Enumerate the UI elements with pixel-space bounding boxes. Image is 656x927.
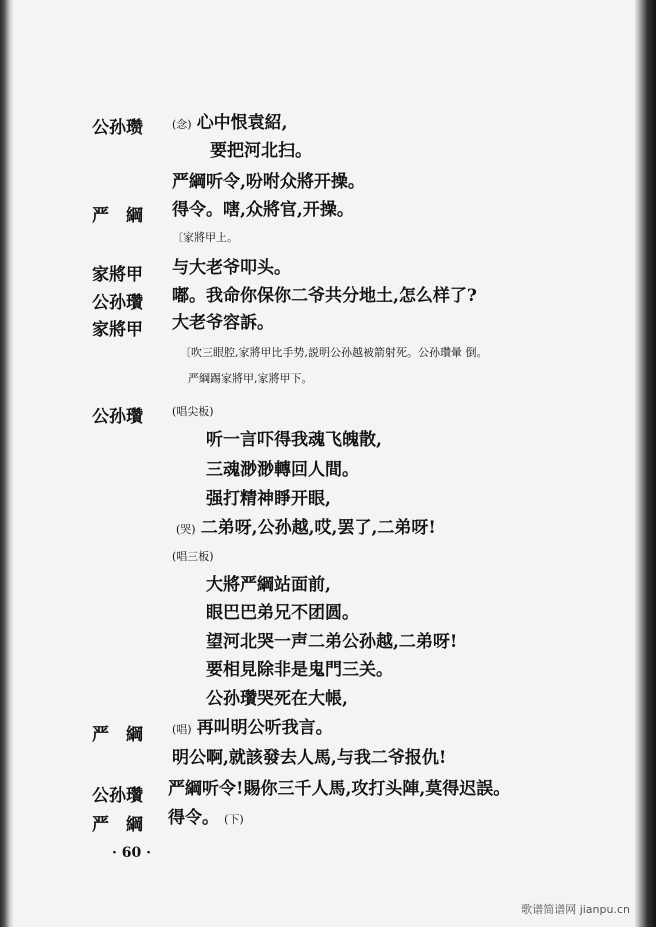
stage-cue: (唱尖板) (172, 405, 214, 418)
stage-cue: (唱) (172, 723, 192, 736)
left-page-edge (0, 0, 14, 927)
speaker-label: 严 綱 (92, 815, 143, 835)
dialogue-line: 望河北哭一声二弟公孙越,二弟呀! (206, 632, 458, 652)
dialogue-line (168, 810, 244, 827)
stage-cue: (念) (172, 118, 192, 131)
stage-direction: 〔家將甲上。 (172, 231, 238, 244)
dialogue-line: 三魂渺渺轉回人間。 (206, 460, 359, 480)
dialogue-line: 得令。嗐,众將官,开操。 (172, 200, 354, 220)
speaker-label: 家將甲 (92, 320, 143, 340)
dialogue-line: 严綱听令,吩咐众將开操。 (172, 172, 365, 192)
dialogue-line: 嘟。我命你保你二爷共分地土,怎么样了? (172, 286, 477, 306)
dialogue-line: 大老爷容訴。 (172, 313, 274, 333)
dialogue-line: 严綱听令!賜你三千人馬,攻打头陣,莫得迟誤。 (168, 779, 511, 799)
speaker-label: 公孙瓒 (92, 118, 143, 138)
dialogue-line: 眼巴巴弟兄不团圆。 (206, 603, 359, 623)
speaker-label: 严 綱 (92, 206, 143, 226)
dialogue-line (172, 720, 333, 737)
stage-cue: (下) (224, 813, 244, 826)
dialogue-text: 再叫明公听我言。 (196, 718, 333, 738)
dialogue-line: 与大老爷叩头。 (172, 258, 291, 278)
dialogue-line (172, 115, 288, 132)
speaker-label: 公孙瓚 (92, 293, 143, 313)
dialogue-line: 大將严綱站面前, (206, 575, 331, 595)
speaker-label: 公孙瓚 (92, 407, 143, 427)
dialogue-line: 要相見除非是鬼門三关。 (206, 660, 393, 680)
right-page-edge (634, 0, 656, 927)
speaker-label: 公孙瓚 (92, 786, 143, 806)
stage-cue: (唱三板) (172, 550, 214, 563)
dialogue-text: 得令。 (168, 808, 219, 828)
stage-direction: 严綱踢家將甲,家將甲下。 (188, 372, 313, 385)
speaker-label: 家將甲 (92, 265, 143, 285)
dialogue-line: 明公啊,就該發去人馬,与我二爷报仇! (172, 748, 447, 768)
speaker-label: 严 綱 (92, 725, 143, 745)
page-number: · 60 · (112, 845, 151, 861)
dialogue-line (176, 520, 436, 537)
stage-direction: 〔吹三眼腔,家將甲比手势,説明公孙越被箭射死。公孙瓚暈 倒。 (180, 346, 488, 359)
dialogue-line: 公孙瓚哭死在大帳, (206, 689, 348, 709)
site-watermark: 歌谱简谱网 jianpu.cn (521, 903, 630, 916)
dialogue-text: 心中恨袁紹, (196, 113, 288, 133)
dialogue-line: 强打精神睜开眼, (206, 489, 331, 509)
dialogue-line: 听一言吓得我魂飞魄散, (206, 430, 382, 450)
dialogue-text: 二弟呀,公孙越,哎,罢了,二弟呀! (200, 518, 436, 538)
dialogue-line: 要把河北扫。 (210, 141, 312, 161)
stage-cue: (哭) (176, 523, 196, 536)
